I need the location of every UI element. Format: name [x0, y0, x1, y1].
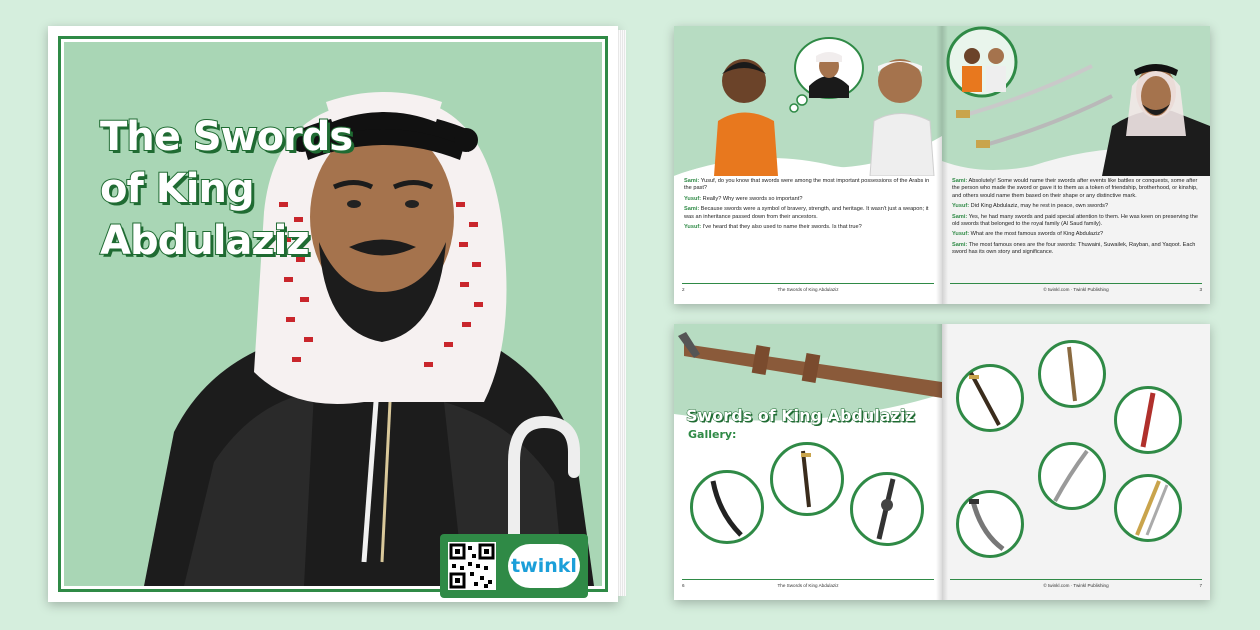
speaker-name: Sami:: [952, 213, 968, 220]
sword-icon: [853, 475, 921, 543]
gallery-subtitle: Gallery:: [688, 428, 737, 441]
dialogue-text: Yes, he had many swords and paid special attention to them. He was keen on preserving the old swords that belonged to the royal family (Al Saud family).: [952, 213, 1198, 228]
sword-photo-frame: [956, 364, 1024, 432]
dialogue-line: [684, 224, 932, 231]
dialogue-text: Yusuf, do you know that swords were among the most important possessions of the Arabs in the past?: [684, 178, 930, 192]
cover-title-line-2: of King: [100, 166, 254, 212]
sword-icon: [1041, 343, 1103, 405]
dialogue-line: [684, 178, 932, 193]
speaker-name: Sami:: [684, 206, 700, 213]
dialogue-text: The most famous ones are the four swords: Thuwaini, Suwailek, Rayban, and Yaqoot. Each sword has its own story and significance.: [952, 241, 1196, 256]
gallery-title: Swords of King Abdulaziz: [686, 406, 915, 425]
dialogue-line: [952, 178, 1200, 200]
dialogue-text: Absolutely! Some would name their swords after events like battles or conquests, some after the person who made the sword or gave it to them as a token of friendship, brotherhood, or kinship, and others would name them based on their shape or any distinctive mark.: [952, 178, 1198, 199]
page-3: [942, 26, 1210, 304]
sword-icon: [1117, 477, 1179, 539]
sword-icon: [1117, 389, 1179, 451]
book-cover: [48, 26, 618, 602]
dialogue-text: Did King Abdulaziz, may he rest in peace, own swords?: [970, 203, 1109, 210]
page-footer: [682, 579, 934, 590]
brand-badge: [440, 534, 588, 598]
speaker-name: Yusuf:: [952, 203, 970, 210]
dialogue-text: I've heard that they also used to name their swords. Is that true?: [702, 224, 862, 231]
twinkl-logo: [508, 544, 580, 588]
sword-photo-frame: [690, 470, 764, 544]
page-6: [674, 324, 942, 600]
page-footer: [682, 283, 934, 294]
page-number: 3: [1199, 287, 1202, 292]
page-number: 7: [1199, 583, 1202, 588]
sword-photo-frame: [770, 442, 844, 516]
page-2: [674, 26, 942, 304]
page-7: [942, 324, 1210, 600]
footer-title: The Swords of King Abdulaziz: [777, 287, 839, 292]
dialogue-text: Because swords were a symbol of bravery, strength, and heritage. It wasn't just a weapon; it was an inheritance passed down from their ancestors.: [684, 206, 929, 220]
speaker-name: Yusuf:: [684, 195, 702, 202]
page-footer: [950, 579, 1202, 590]
cover-title-line-3: Abdulaziz: [100, 218, 309, 264]
sword-icon: [959, 493, 1021, 555]
sword-icon: [959, 367, 1021, 429]
page-edges: [618, 30, 626, 596]
dialogue-text: What are the most famous swords of King Abdulaziz?: [970, 231, 1104, 238]
sword-icon: [693, 473, 761, 541]
footer-publisher: © twinkl.com · Twinkl Publishing: [1043, 583, 1109, 588]
sword-photo-frame: [1038, 340, 1106, 408]
page-number: 2: [682, 287, 685, 292]
speaker-name: Sami:: [952, 241, 968, 248]
king-and-swords-illustration: [942, 26, 1210, 176]
sword-banner-illustration: [674, 324, 942, 444]
sword-photo-frame: [850, 472, 924, 546]
boys-talking-illustration: [674, 26, 942, 176]
footer-title: The Swords of King Abdulaziz: [777, 583, 839, 588]
sword-photo-frame: [1114, 474, 1182, 542]
cover-artwork: [64, 42, 602, 586]
right-dialogue: [952, 178, 1200, 260]
brand-name: twinkl: [511, 555, 577, 577]
spread-gutter: [936, 26, 948, 304]
speaker-name: Yusuf:: [952, 231, 970, 238]
dialogue-line: [684, 206, 932, 221]
speaker-name: Yusuf:: [684, 224, 702, 231]
page-number: 6: [682, 583, 685, 588]
dialogue-spread: [674, 26, 1210, 304]
dialogue-line: [684, 196, 932, 203]
speaker-name: Sami:: [952, 178, 968, 184]
sword-icon: [1041, 445, 1103, 507]
qr-code-icon: [448, 542, 496, 590]
dialogue-line: [952, 231, 1200, 238]
dialogue-line: [952, 242, 1200, 257]
spread-gutter: [936, 324, 948, 600]
sword-photo-frame: [1038, 442, 1106, 510]
speaker-name: Sami:: [684, 178, 700, 184]
sword-photo-frame: [1114, 386, 1182, 454]
cover-title-line-1: The Swords: [100, 114, 353, 160]
left-dialogue: [684, 178, 932, 234]
dialogue-line: [952, 214, 1200, 229]
page-footer: [950, 283, 1202, 294]
sword-icon: [773, 445, 841, 513]
gallery-spread: [674, 324, 1210, 600]
dialogue-line: [952, 203, 1200, 210]
footer-publisher: © twinkl.com · Twinkl Publishing: [1043, 287, 1109, 292]
sword-photo-frame: [956, 490, 1024, 558]
dialogue-text: Really? Why were swords so important?: [702, 195, 803, 202]
